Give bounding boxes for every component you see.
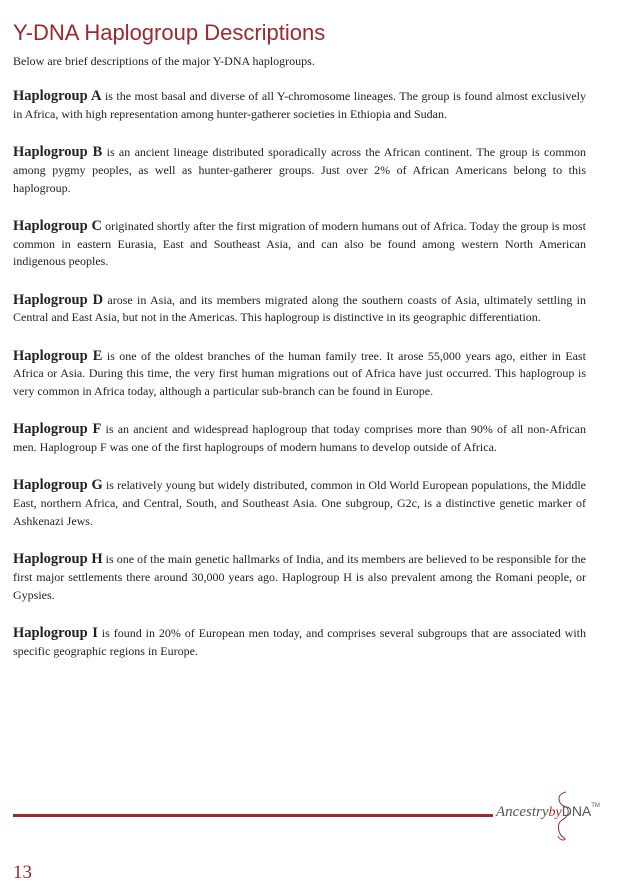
haplogroup-entry-d [13, 292, 586, 328]
haplogroup-description: originated shortly after the first migration of modern humans out of Africa. Today the group is most common in eastern Eurasia, East and Southeast Asia, and can also be found among western North American indigenous peoples. [13, 218, 586, 269]
haplogroup-label: Haplogroup I [13, 624, 98, 641]
haplogroup-description: is relatively young but widely distributed, common in Old World European populations, the Middle East, northern Africa, and Central, South, and Southeast Asia. One subgroup, G2c, is a distinctive genetic marker of Ashkenazi Jews. [13, 478, 587, 528]
haplogroup-description: is one of the oldest branches of the human family tree. It arose 55,000 years ago, either in East Africa or Asia. During this time, the very first human migrations out of Africa have just occurred. This haplogroup is very common in Africa today, although a particular sub-branch can be found in Europe. [13, 348, 587, 399]
logo-wordmark [496, 803, 600, 821]
haplogroup-description: is an ancient and widespread haplogroup that today comprises more than 90% of all non-African men. Haplogroup F was one of the first haplogroups of modern humans to develop outside of Africa. [13, 422, 586, 455]
haplogroup-label: Haplogroup F [13, 421, 102, 438]
haplogroup-entry-b [13, 144, 586, 197]
haplogroup-description: arose in Asia, and its members migrated along the southern coasts of Asia, ultimately settling in Central and East Asia, but not in the Americas. This haplogroup is distinctive in its geographic differentiation. [13, 292, 586, 325]
logo-word-ancestry: Ancestry [496, 804, 549, 820]
haplogroup-entry-a [13, 88, 586, 124]
haplogroup-label: Haplogroup C [13, 217, 102, 234]
haplogroup-entry-f [13, 421, 586, 457]
haplogroup-label: Haplogroup E [13, 347, 103, 364]
haplogroup-description: is one of the main genetic hallmarks of India, and its members are believed to be responsible for the first major settlements there around 30,000 years ago. Haplogroup H is also prevalent among the Romani people, or Gypsies. [13, 552, 587, 602]
page-number: 13 [13, 862, 32, 883]
haplogroup-entry-e [13, 348, 586, 401]
footer-divider [13, 814, 493, 817]
intro-text: Below are brief descriptions of the major Y-DNA haplogroups. [13, 54, 315, 68]
page-title: Y-DNA Haplogroup Descriptions [13, 20, 326, 45]
haplogroup-label: Haplogroup D [13, 291, 104, 308]
haplogroup-entry-c [13, 218, 586, 271]
haplogroup-entry-h [13, 551, 586, 604]
haplogroup-label: Haplogroup A [13, 88, 102, 104]
haplogroup-entry-i [13, 625, 586, 661]
haplogroup-list [13, 88, 586, 681]
ancestry-by-dna-logo [496, 790, 631, 840]
haplogroup-description: is the most basal and diverse of all Y-chromosome lineages. The group is found almost exclusively in Africa, with high representation among hunter-gatherer societies in Ethiopia and Sudan. [13, 89, 586, 121]
logo-word-by: by [548, 805, 562, 820]
haplogroup-description: is an ancient lineage distributed sporadically across the African continent. The group is common among pygmy peoples, as well as hunter-gatherer groups. Just over 2% of African Americans belong to this haplogroup. [13, 144, 586, 195]
haplogroup-label: Haplogroup G [13, 477, 103, 494]
haplogroup-label: Haplogroup H [13, 551, 103, 568]
haplogroup-description: is found in 20% of European men today, and comprises several subgroups that are associated with specific geographic regions in Europe. [13, 625, 587, 658]
logo-word-dna: DNA [561, 803, 592, 819]
haplogroup-label: Haplogroup B [13, 143, 103, 160]
logo-trademark: TM [591, 803, 600, 809]
haplogroup-entry-g [13, 477, 586, 530]
